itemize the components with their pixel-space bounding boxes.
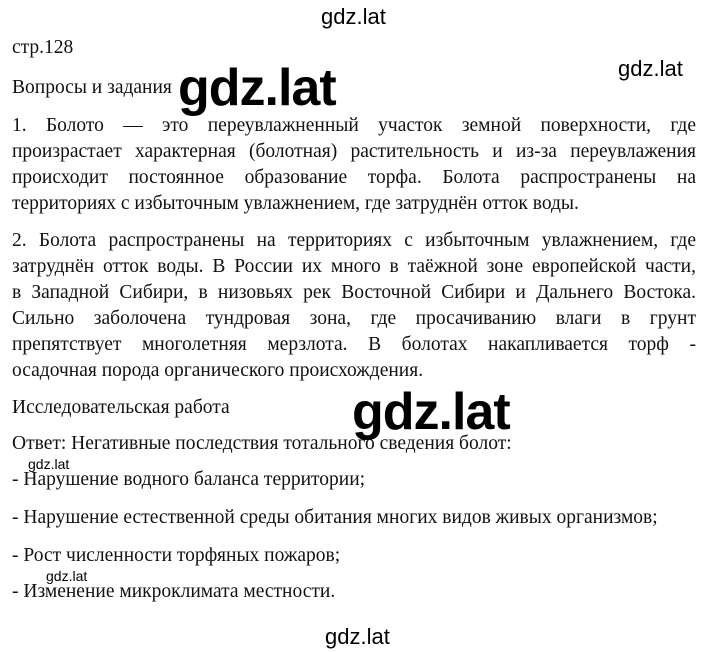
watermark-tiny-1: gdz.lat (28, 456, 70, 472)
section-title: Вопросы и задания (12, 77, 172, 98)
watermark-big-upper: gdz.lat (178, 59, 336, 117)
watermark-top: gdz.lat (321, 4, 386, 29)
answer-1-line: территориях с избыточным увлажнением, где затруднён отток воды. (12, 193, 579, 214)
watermark-bottom: gdz.lat (325, 624, 390, 649)
page-ref: стр.128 (12, 37, 74, 58)
answer-2-line: 2. Болота распространены на территориях с избыточным увлажнением, где (12, 230, 696, 251)
research-item: - Нарушение водного баланса территории; (12, 469, 366, 490)
watermark-big-middle: gdz.lat (352, 383, 510, 441)
answer-2-line: затруднён отток воды. В России их много в таёжной зоне европейской части, (12, 256, 696, 277)
answer-2-line: в Западной Сибири, в низовьях рек Восточной Сибири и Дальнего Востока. (12, 282, 696, 303)
research-answer-intro: Ответ: Негативные последствия тотального сведения болот: (12, 433, 512, 454)
answer-2-line: осадочная порода органического происхождения. (12, 360, 424, 381)
watermark-tiny-2: gdz.lat (46, 568, 88, 584)
answer-2-line: Сильно заболочена тундровая зона, где просачиванию влаги в грунт (12, 308, 696, 329)
answer-2-line: препятствует многолетняя мерзлота. В болотах накапливается торф - (12, 334, 696, 355)
research-item: - Нарушение естественной среды обитания многих видов живых организмов; (12, 507, 658, 528)
research-title: Исследовательская работа (12, 397, 230, 418)
answer-1-line: происходит постоянное образование торфа. Болота распространены на (12, 167, 696, 188)
research-item: - Изменение микроклимата местности. (12, 581, 336, 602)
watermark-top-right: gdz.lat (618, 56, 683, 81)
answer-1-line: произрастает характерная (болотная) растительность и из-за переувлажения (12, 141, 696, 162)
answer-1-line: 1. Болото — это переувлажненный участок земной поверхности, где (12, 115, 696, 136)
research-item: - Рост численности торфяных пожаров; (12, 545, 341, 566)
